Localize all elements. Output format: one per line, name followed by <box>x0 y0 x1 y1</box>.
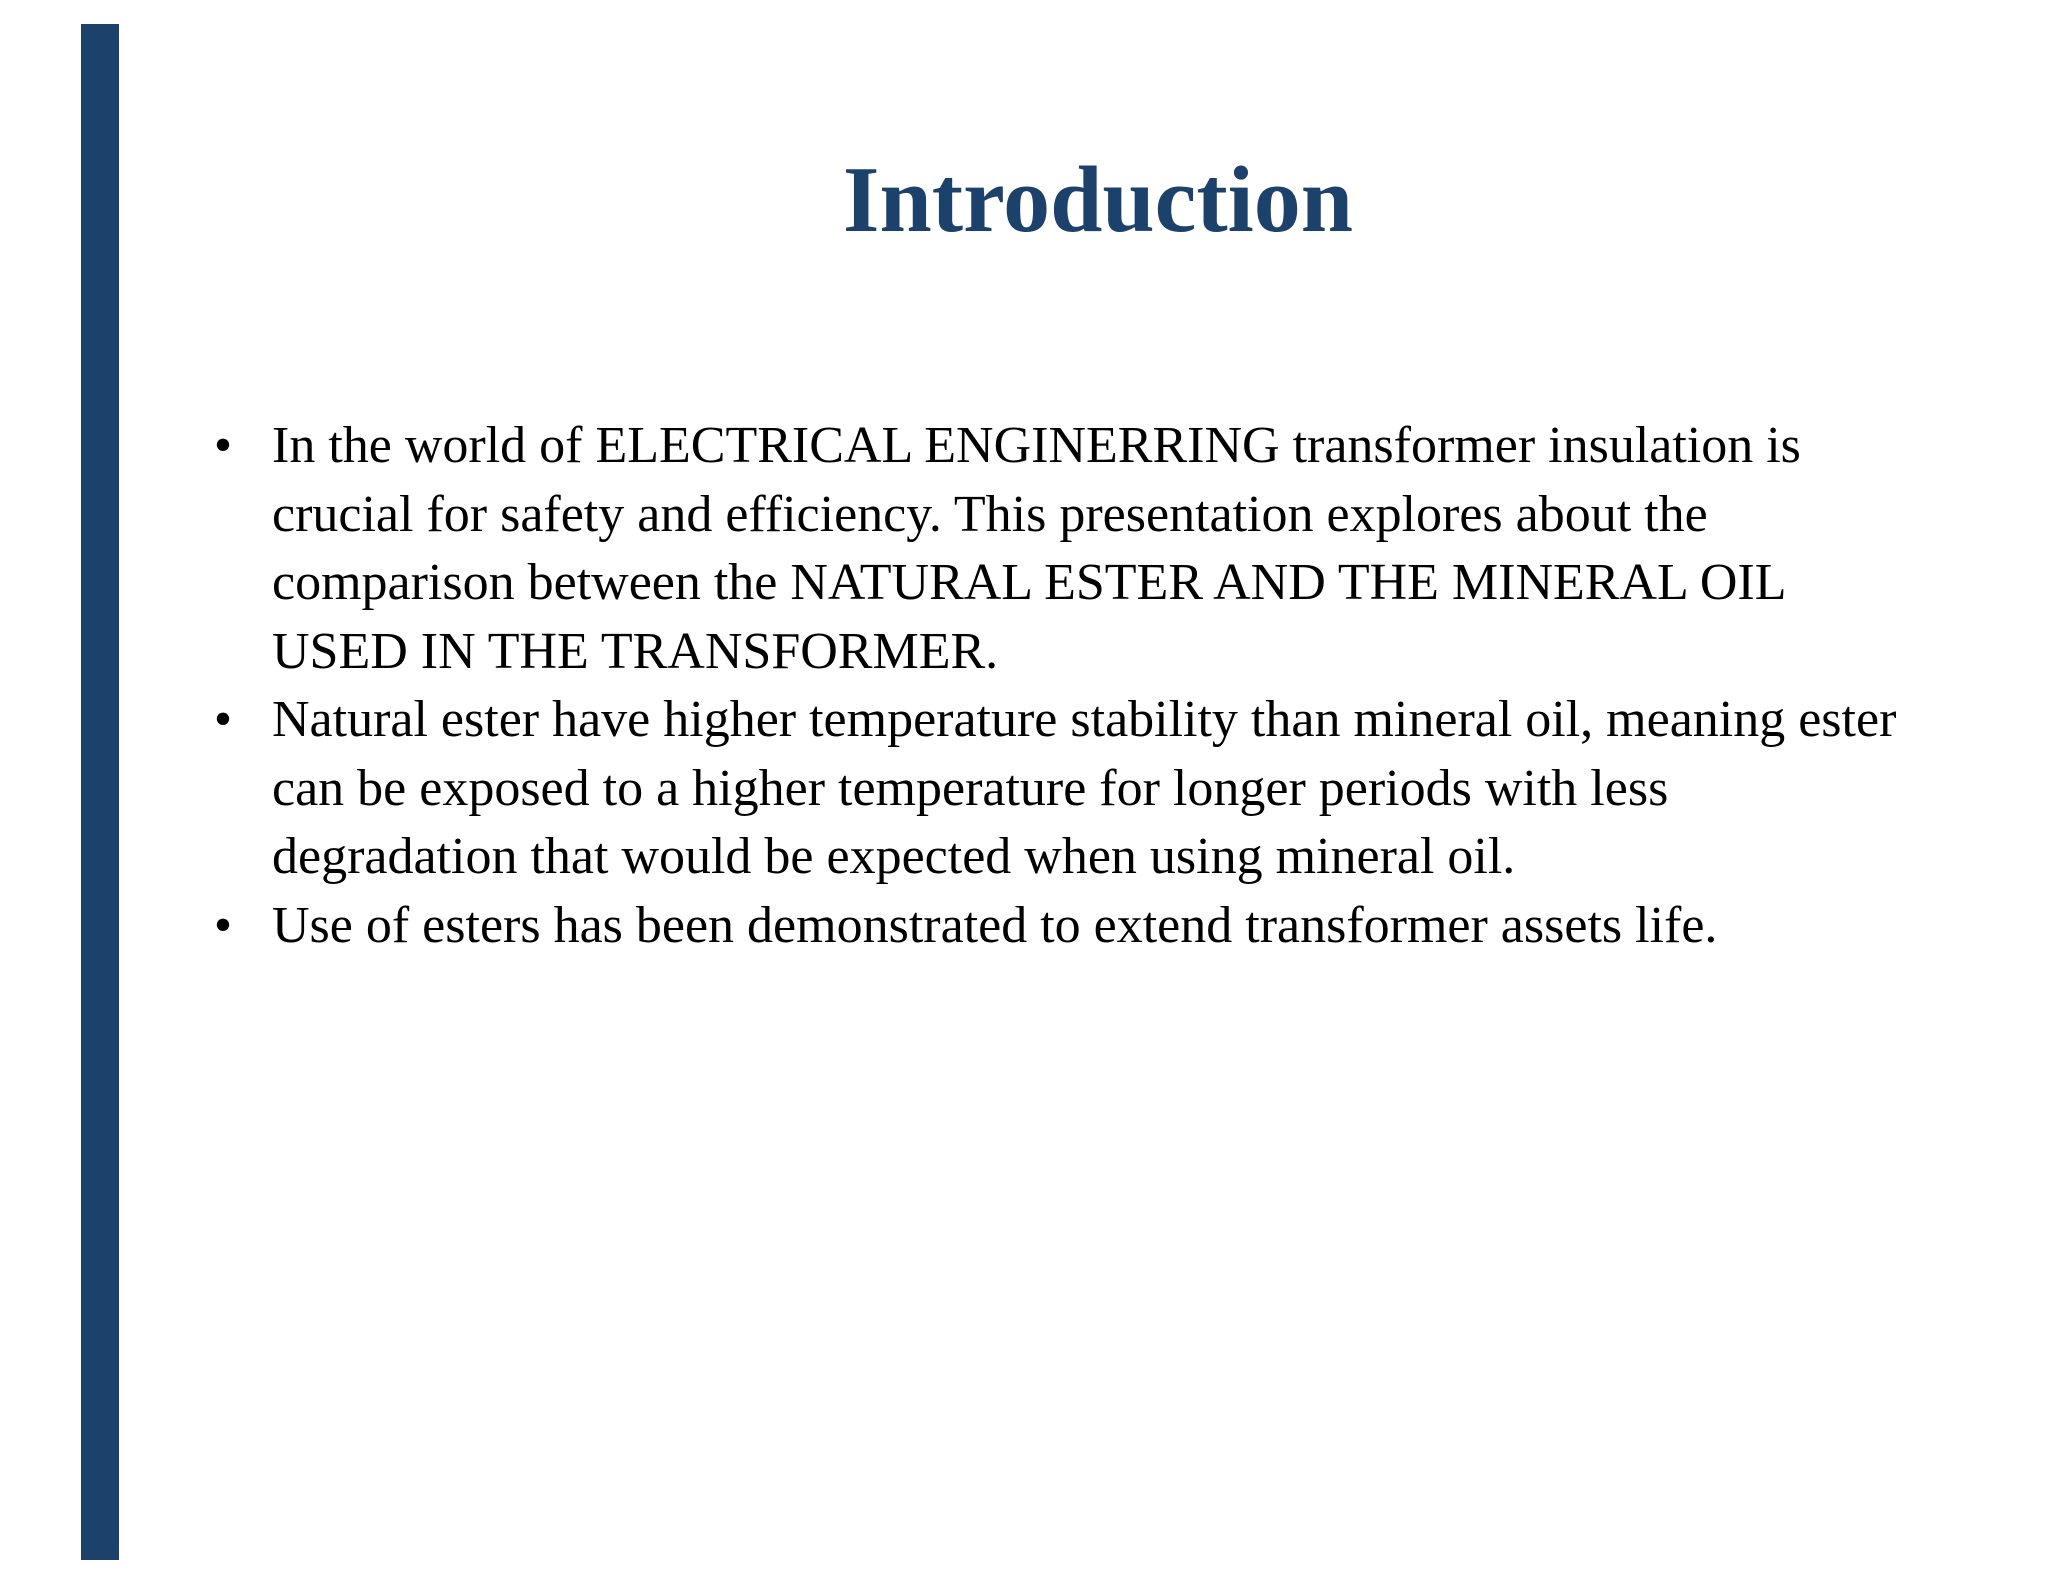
bullet-text: In the world of ELECTRICAL ENGINERRING transformer insulation is crucial for safety and efficiency. This presentation explores about the comparison between the NATURAL ESTER AND THE MINERAL OIL USED IN THE TRANSFORMER. <box>272 417 1801 680</box>
bullet-icon: • <box>213 896 233 954</box>
bullet-icon: • <box>213 691 233 748</box>
bullet-text: Use of esters has been demonstrated to extend transformer assets life. <box>272 896 1718 954</box>
bullet-list <box>213 412 1912 960</box>
bullet-item <box>213 412 1912 686</box>
slide-title: Introduction <box>842 148 1354 252</box>
bullet-icon: • <box>213 417 233 474</box>
bullet-text: Natural ester have higher temperature stability than mineral oil, meaning ester can be exposed to a higher temperature for longer periods with less degradation that would be expected when using mineral oil. <box>272 691 1897 885</box>
bullet-item <box>213 686 1912 892</box>
bullet-item <box>213 892 1912 961</box>
